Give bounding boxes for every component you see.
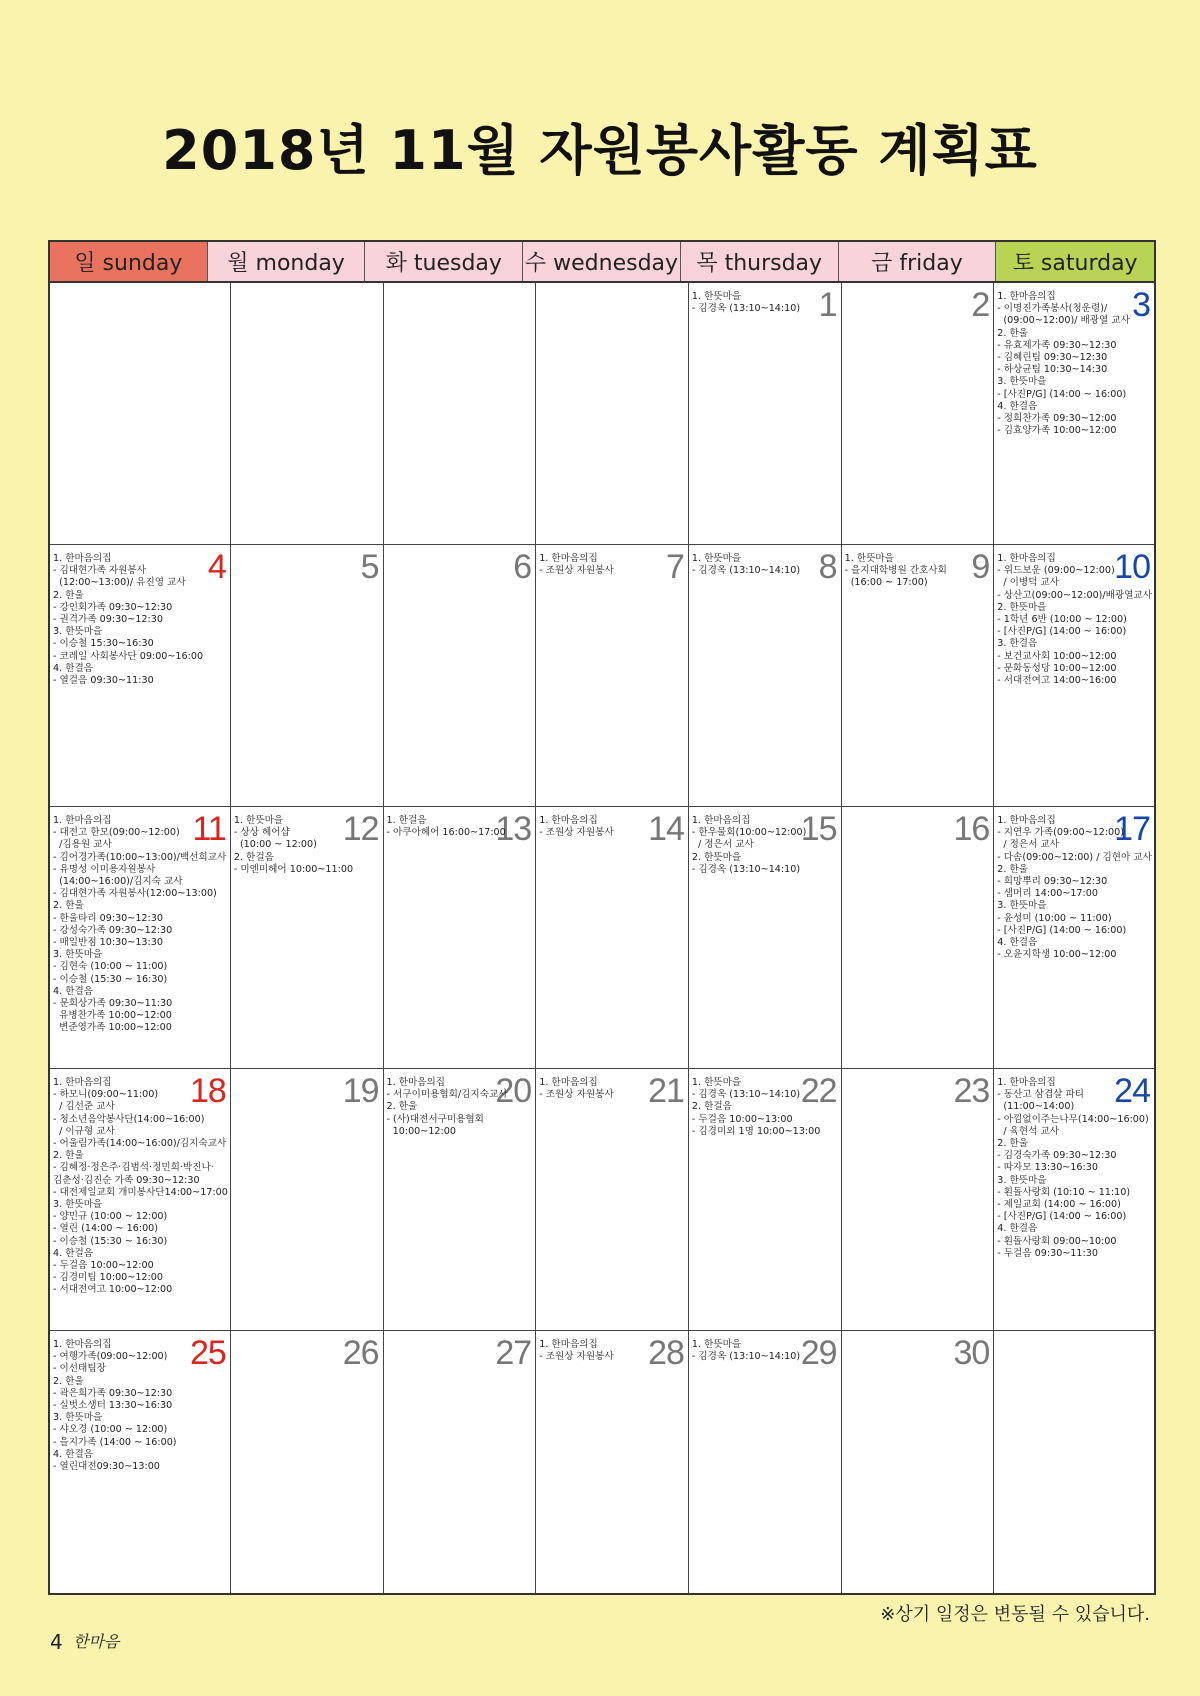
day-events: 1. 한마음의집 - 이명진가족봉사(청운령)/ (09:00~12:00)/ 배광열 교사 2. 한울 - 유효제가족 09:30~12:30 - 김혜린팀 09:30~12:30 - 하상균팀 10:30~14:30 3. 한뜻마을 - [사진P/G] (14:00 ~ 16:00) 4. 한결음 - 정희찬가족 09:30~12:00 - 김효양가족 10:00~12:00: [997, 291, 1130, 437]
header-thursday: 목 thursday: [681, 242, 839, 281]
weekday-header-row: [50, 242, 1154, 283]
day-number: 4: [207, 548, 226, 586]
day-number: 3: [1132, 286, 1150, 324]
day-events: 1. 한마음의집 - 하모니(09:00~11:00) / 김선준 교사 - 청소년음악봉사단(14:00~16:00) / 이규형 교사 - 어울림가족(14:00~16:00)/김지숙교사 2. 한울 - 김혜정·정은주·김범석·정민희·박진나· 김춘성·김진순 가족 09:30~12:30 - 대전제일교회 개미봉사단14:00~17:00 3. 한뜻마을 - 양민규 (10:00 ~ 12:00) - 열린 (14:00 ~ 16:00) - 이승철 (15:30 ~ 16:30) 4. 한걸음 - 두걸음 10:00~12:00 - 김경미팀 10:00~12:00 - 서대전여고 10:00~12:00: [53, 1077, 228, 1296]
day-cell: [231, 1331, 384, 1593]
day-cell: [384, 545, 537, 807]
day-events: 1. 한마음의집 - 조원상 자원봉사: [539, 1077, 614, 1101]
day-cell: [994, 807, 1154, 1069]
header-monday: 월 monday: [208, 242, 366, 281]
day-number: 11: [192, 810, 226, 848]
calendar-grid: [50, 283, 1154, 1593]
schedule-change-note: ※상기 일정은 변동될 수 있습니다.: [880, 1604, 1150, 1625]
hanmaeum-logo: 한마음: [73, 1632, 120, 1651]
day-cell: [50, 1069, 231, 1331]
day-cell: [689, 1331, 842, 1593]
day-number: 14: [648, 810, 684, 848]
day-cell: [50, 283, 231, 545]
day-cell: [536, 545, 689, 807]
day-cell: [536, 1331, 689, 1593]
day-number: 5: [360, 548, 379, 586]
header-saturday: 토 saturday: [996, 242, 1154, 281]
header-friday: 금 friday: [839, 242, 997, 281]
day-events: 1. 한걸음 - 아쿠아헤어 16:00~17:00: [386, 815, 506, 839]
page-title: 2018년 11월 자원봉사활동 계획표: [162, 119, 1038, 182]
day-number: 7: [665, 548, 684, 586]
day-events: 1. 한마음의집 - 서구이미용협회/김지숙교사 2. 한울 - (사)대전서구미용협회 10:00~12:00: [386, 1077, 508, 1137]
day-events: 1. 한뜻마을 - 상상 헤어샵 (10:00 ~ 12:00) 2. 한걸음 - 미엔미헤어 10:00~11:00: [233, 815, 354, 875]
day-events: 1. 한뜻마을 - 김경옥 (13:10~14:10): [691, 553, 801, 577]
day-number: 25: [190, 1334, 226, 1372]
day-cell: [384, 807, 537, 1069]
day-cell: [689, 545, 842, 807]
day-events: 1. 한마음의집 - 조원상 자원봉사: [539, 815, 614, 839]
day-events: 1. 한마음의집 - 조원상 자원봉사: [539, 553, 614, 577]
day-number: 13: [495, 810, 532, 848]
day-events: 1. 한마음의집 - 김대현가족 자원봉사 (12:00~13:00)/ 유진영 교사 2. 한울 - 강인회가족 09:30~12:30 - 권격가족 09:30~12:30 3. 한뜻마을 - 이승철 15:30~16:30 - 코레일 사회봉사단 09:00~16:00 4. 한결음 - 열걸음 09:30~11:30: [53, 553, 204, 687]
day-cell: [842, 807, 995, 1069]
day-events: 1. 한마음의집 - 위드보운 (09:00~12:00) / 이병덕 교사 - 상산고(09:00~12:00)/배광열교사 2. 한뜻마을 - 1학년 6반 (10:00 ~ 12:00) - [사진P/G] (14:00 ~ 16:00) 3. 한결음 - 보건교사회 10:00~12:00 - 문화동성당 10:00~12:00 - 서대전여고 14:00~16:00: [997, 553, 1152, 687]
day-number: 9: [971, 548, 990, 586]
day-number: 24: [1114, 1072, 1150, 1110]
day-events: 1. 한뜻마을 - 김경옥 (13:10~14:10): [691, 291, 801, 315]
day-cell: [994, 1069, 1154, 1331]
day-cell: [384, 1069, 537, 1331]
page-number: 4: [50, 1630, 63, 1654]
day-cell: [994, 1331, 1154, 1593]
day-number: 20: [495, 1072, 532, 1110]
day-number: 19: [342, 1072, 379, 1110]
day-events: 1. 한마음의집 - 대전고 한모(09:00~12:00) /김용원 교사 - 김어경가족(10:00~13:00)/백선희교사 - 유명성 이미용자원봉사 (14:00~16:00)/김지숙 교사 - 김대현가족 자원봉사(12:00~13:00) 2. 한울 - 한울타리 09:30~12:30 - 강성숙가족 09:30~12:30 - 매일반점 10:30~13:30 3. 한뜻마을 - 김현숙 (10:00 ~ 11:00) - 이승철 (15:30 ~ 16:30) 4. 한결음 - 문희상가족 09:30~11:30 유병찬가족 10:00~12:00 변준영가족 10:00~12:00: [53, 815, 227, 1034]
day-number: 21: [648, 1072, 684, 1110]
calendar-table: [48, 240, 1156, 1595]
day-number: 29: [800, 1334, 837, 1372]
day-number: 18: [190, 1072, 226, 1110]
day-number: 12: [342, 810, 379, 848]
day-cell: [842, 545, 995, 807]
day-cell: [50, 1331, 231, 1593]
day-cell: [994, 545, 1154, 807]
day-cell: [231, 807, 384, 1069]
day-number: 17: [1114, 810, 1150, 848]
day-cell: [842, 1331, 995, 1593]
header-wednesday: 수 wednesday: [523, 242, 681, 281]
day-number: 8: [818, 548, 837, 586]
day-number: 28: [648, 1334, 684, 1372]
day-number: 15: [800, 810, 837, 848]
day-cell: [384, 1331, 537, 1593]
day-cell: [689, 807, 842, 1069]
day-events: 1. 한마음의집 - 여행가족(09:00~12:00) - 이선태팀장 2. 한울 - 곽은희가족 09:30~12:30 - 실벗소생터 13:30~16:30 3. 한뜻마을 - 샤오경 (10:00 ~ 12:00) - 을지가족 (14:00 ~ 16:00) 4. 한결음 - 열린대전09:30~13:00: [53, 1339, 177, 1473]
day-cell: [50, 807, 231, 1069]
day-cell: [842, 1069, 995, 1331]
day-number: 26: [342, 1334, 379, 1372]
day-events: 1. 한마음의집 - 지연우 가족(09:00~12:00) / 정은서 교사 - 다솜(09:00~12:00) / 김현아 교사 2. 한울 - 희망뿌리 09:30~12:30 - 샘머리 14:00~17:00 3. 한뜻마을 - 윤성미 (10:00 ~ 11:00) - [사진P/G] (14:00 ~ 16:00) 4. 한결음 - 오윤지학생 10:00~12:00: [997, 815, 1152, 961]
day-cell: [536, 1069, 689, 1331]
header-tuesday: 화 tuesday: [365, 242, 523, 281]
day-events: 1. 한마음의집 - 조원상 자원봉사: [539, 1339, 614, 1363]
day-number: 27: [495, 1334, 532, 1372]
day-events: 1. 한뜻마을 - 을지대학병원 간호사회 (16:00 ~ 17:00): [844, 553, 947, 589]
day-events: 1. 한뜻마을 - 김경옥 (13:10~14:10): [691, 1339, 801, 1363]
day-cell: [689, 283, 842, 545]
day-cell: [536, 807, 689, 1069]
day-cell: [50, 545, 231, 807]
day-cell: [231, 283, 384, 545]
day-number: 1: [818, 286, 837, 324]
day-number: 22: [800, 1072, 837, 1110]
day-cell: [231, 1069, 384, 1331]
day-number: 16: [953, 810, 990, 848]
day-cell: [689, 1069, 842, 1331]
day-cell: [536, 283, 689, 545]
day-number: 10: [1114, 548, 1150, 586]
day-events: 1. 한뜻마을 - 김경옥 (13:10~14:10) 2. 한걸음 - 두걸음 10:00~13:00 - 김경미외 1명 10:00~13:00: [691, 1077, 821, 1137]
day-number: 6: [513, 548, 532, 586]
day-cell: [231, 545, 384, 807]
day-events: 1. 한마음의집 - 동산고 삼겹살 파티 (11:00~14:00) - 아낌없이주는나무(14:00~16:00) / 육현석 교사 2. 한울 - 김경숙가족 09:30~12:30 - 따자모 13:30~16:30 3. 한뜻마을 - 횐돌사랑회 (10:10 ~ 11:10) - 제일교회 (14:00 ~ 16:00) - [사진P/G] (14:00 ~ 16:00) 4. 한결음 - 횐돌사랑회 09:00~10:00 - 두걸음 09:30~11:30: [997, 1077, 1149, 1259]
day-cell: [842, 283, 995, 545]
day-cell: [994, 283, 1154, 545]
day-number: 30: [953, 1334, 990, 1372]
day-number: 23: [953, 1072, 990, 1110]
day-events: 1. 한마음의집 - 한우물회(10:00~12:00) / 정은서 교사 2. 한뜻마을 - 김경옥 (13:10~14:10): [691, 815, 807, 875]
day-number: 2: [971, 286, 990, 324]
day-cell: [384, 283, 537, 545]
header-sunday: 일 sunday: [50, 242, 208, 281]
